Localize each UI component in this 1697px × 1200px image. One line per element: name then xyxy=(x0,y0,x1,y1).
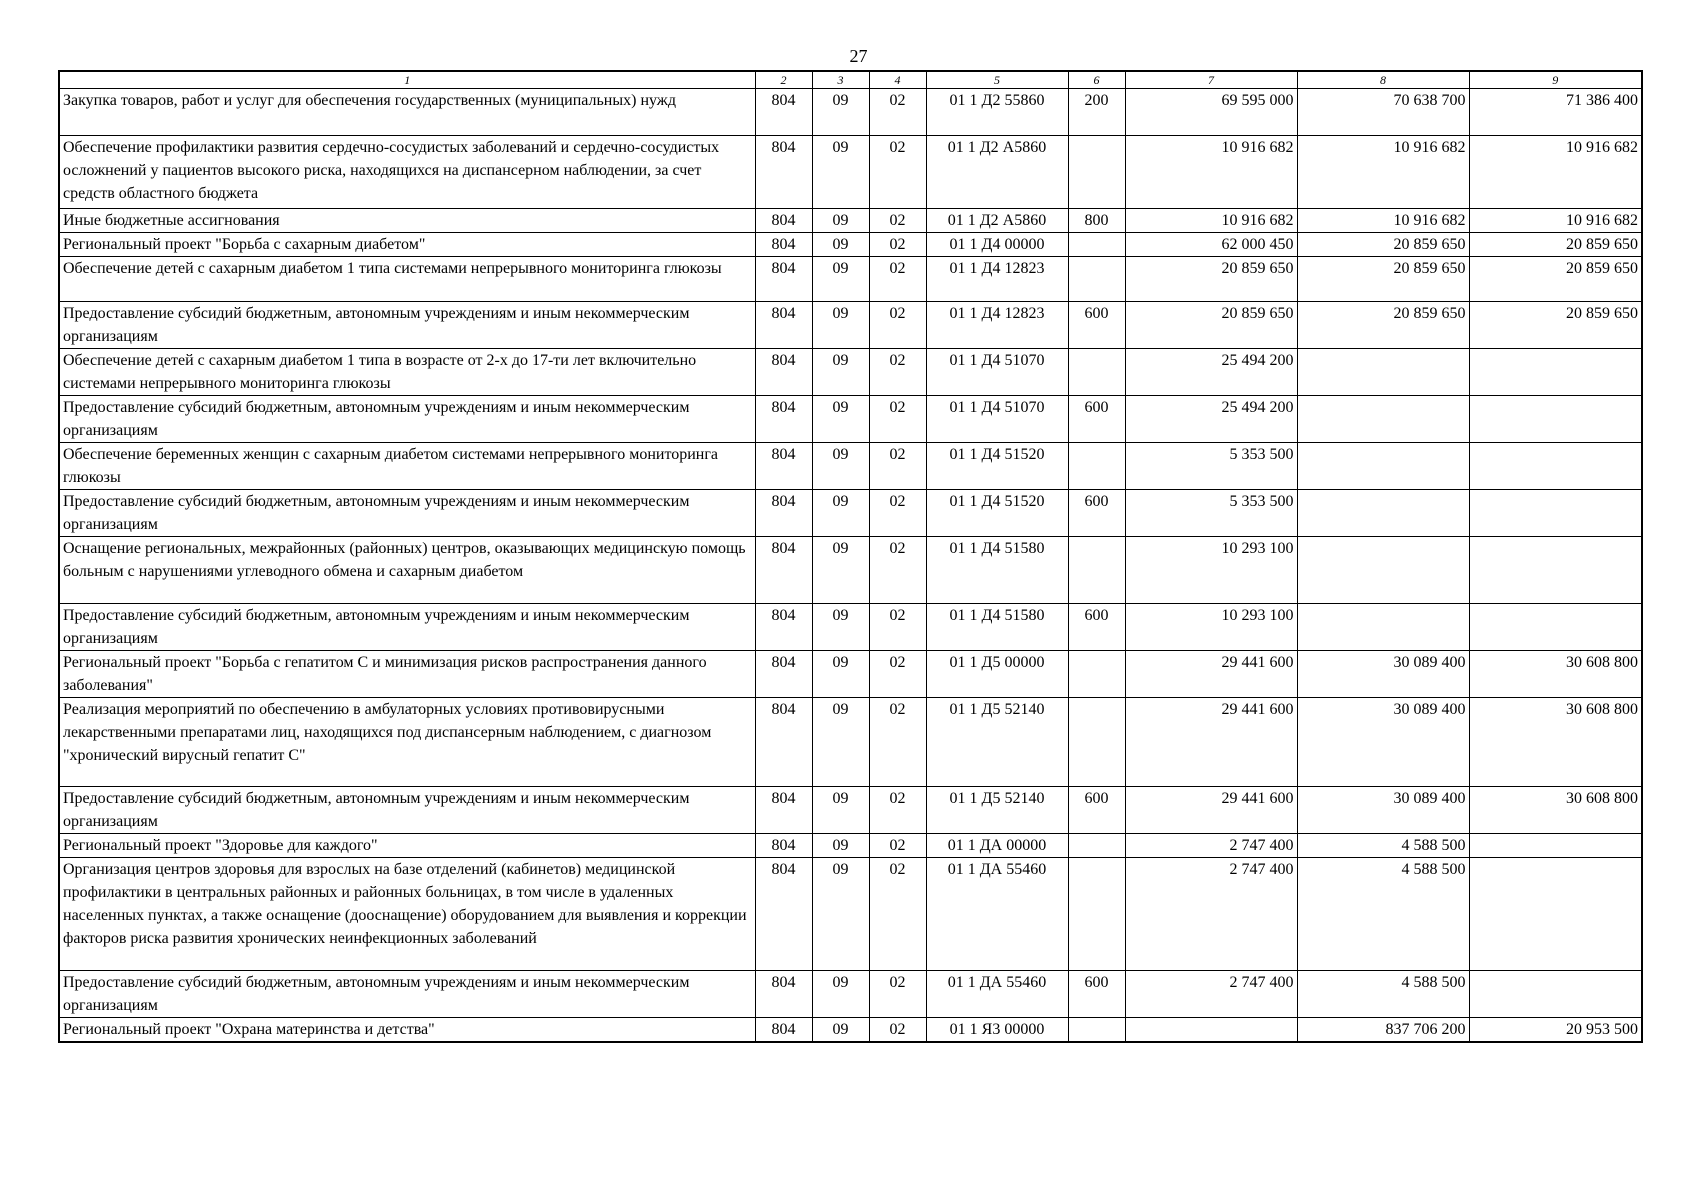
amount-7: 29 441 600 xyxy=(1125,651,1297,698)
amount-9 xyxy=(1469,537,1642,604)
code-4: 02 xyxy=(869,302,926,349)
code-2: 804 xyxy=(755,834,812,858)
table-row xyxy=(59,302,1642,349)
target-code: 01 1 ДА 55460 xyxy=(926,971,1068,1018)
target-code: 01 1 Д2 А5860 xyxy=(926,209,1068,233)
table-row xyxy=(59,1018,1642,1043)
expense-type xyxy=(1068,651,1125,698)
expense-type xyxy=(1068,858,1125,971)
amount-9: 20 859 650 xyxy=(1469,302,1642,349)
code-4: 02 xyxy=(869,698,926,787)
code-3: 09 xyxy=(812,443,869,490)
amount-7: 25 494 200 xyxy=(1125,349,1297,396)
column-header: 4 xyxy=(869,71,926,89)
amount-7: 5 353 500 xyxy=(1125,443,1297,490)
expense-type xyxy=(1068,698,1125,787)
table-row xyxy=(59,209,1642,233)
target-code: 01 1 Д5 00000 xyxy=(926,651,1068,698)
amount-7: 10 916 682 xyxy=(1125,136,1297,209)
expense-type: 600 xyxy=(1068,971,1125,1018)
code-3: 09 xyxy=(812,858,869,971)
expense-type xyxy=(1068,257,1125,302)
code-4: 02 xyxy=(869,257,926,302)
expense-type xyxy=(1068,233,1125,257)
amount-7: 2 747 400 xyxy=(1125,858,1297,971)
amount-7: 10 293 100 xyxy=(1125,604,1297,651)
code-2: 804 xyxy=(755,396,812,443)
target-code: 01 1 Д4 51070 xyxy=(926,396,1068,443)
code-3: 09 xyxy=(812,233,869,257)
column-header: 6 xyxy=(1068,71,1125,89)
table-row xyxy=(59,651,1642,698)
row-name: Обеспечение детей с сахарным диабетом 1 типа системами непрерывного мониторинга глюкозы xyxy=(59,257,755,302)
code-4: 02 xyxy=(869,349,926,396)
code-2: 804 xyxy=(755,787,812,834)
expense-type: 800 xyxy=(1068,209,1125,233)
code-3: 09 xyxy=(812,1018,869,1043)
row-name: Предоставление субсидий бюджетным, автономным учреждениям и иным некоммерческим организациям xyxy=(59,302,755,349)
column-number-row xyxy=(59,71,1642,89)
code-3: 09 xyxy=(812,698,869,787)
code-2: 804 xyxy=(755,858,812,971)
target-code: 01 1 Д4 51070 xyxy=(926,349,1068,396)
target-code: 01 1 Д4 51520 xyxy=(926,490,1068,537)
amount-7: 29 441 600 xyxy=(1125,787,1297,834)
row-name: Предоставление субсидий бюджетным, автономным учреждениям и иным некоммерческим организациям xyxy=(59,396,755,443)
amount-7: 20 859 650 xyxy=(1125,257,1297,302)
row-name: Региональный проект "Борьба с гепатитом С и минимизация рисков распространения данного заболевания" xyxy=(59,651,755,698)
target-code: 01 1 Д4 12823 xyxy=(926,257,1068,302)
target-code: 01 1 ДА 55460 xyxy=(926,858,1068,971)
code-2: 804 xyxy=(755,233,812,257)
code-2: 804 xyxy=(755,302,812,349)
table-row xyxy=(59,537,1642,604)
expense-type: 600 xyxy=(1068,787,1125,834)
table-row xyxy=(59,787,1642,834)
amount-7: 10 916 682 xyxy=(1125,209,1297,233)
target-code: 01 1 Д2 55860 xyxy=(926,89,1068,136)
code-4: 02 xyxy=(869,604,926,651)
amount-8 xyxy=(1297,490,1469,537)
column-header: 7 xyxy=(1125,71,1297,89)
amount-9: 10 916 682 xyxy=(1469,136,1642,209)
code-4: 02 xyxy=(869,1018,926,1043)
amount-7: 25 494 200 xyxy=(1125,396,1297,443)
column-header: 1 xyxy=(59,71,755,89)
code-3: 09 xyxy=(812,89,869,136)
amount-9 xyxy=(1469,971,1642,1018)
code-2: 804 xyxy=(755,89,812,136)
row-name: Региональный проект "Борьба с сахарным диабетом" xyxy=(59,233,755,257)
table-row xyxy=(59,443,1642,490)
table-row xyxy=(59,858,1642,971)
page-number: 27 xyxy=(849,46,868,66)
row-name: Обеспечение профилактики развития сердечно-сосудистых заболеваний и сердечно-сосудистых осложнений у пациентов высокого риска, находящихся на диспансерном наблюдении, за счет средств областного бюджета xyxy=(59,136,755,209)
code-3: 09 xyxy=(812,604,869,651)
budget-table xyxy=(58,70,1643,1043)
amount-8: 4 588 500 xyxy=(1297,858,1469,971)
code-3: 09 xyxy=(812,349,869,396)
code-4: 02 xyxy=(869,537,926,604)
table-row xyxy=(59,698,1642,787)
expense-type: 600 xyxy=(1068,302,1125,349)
amount-9 xyxy=(1469,349,1642,396)
code-2: 804 xyxy=(755,604,812,651)
row-name: Закупка товаров, работ и услуг для обеспечения государственных (муниципальных) нужд xyxy=(59,89,755,136)
row-name: Обеспечение детей с сахарным диабетом 1 типа в возрасте от 2-х до 17-ти лет включительно системами непрерывного мониторинга глюкозы xyxy=(59,349,755,396)
amount-8: 30 089 400 xyxy=(1297,698,1469,787)
amount-9: 30 608 800 xyxy=(1469,651,1642,698)
row-name: Предоставление субсидий бюджетным, автономным учреждениям и иным некоммерческим организациям xyxy=(59,490,755,537)
row-name: Иные бюджетные ассигнования xyxy=(59,209,755,233)
amount-9 xyxy=(1469,490,1642,537)
row-name: Организация центров здоровья для взрослых на базе отделений (кабинетов) медицинской профилактики в центральных районных и районных больницах, в том числе в удаленных населенных пунктах, а также оснащение (дооснащение) оборудованием для выявления и коррекции факторов риска развития хронических неинфекционных заболеваний xyxy=(59,858,755,971)
target-code: 01 1 Д4 12823 xyxy=(926,302,1068,349)
amount-9 xyxy=(1469,443,1642,490)
target-code: 01 1 Д4 00000 xyxy=(926,233,1068,257)
row-name: Предоставление субсидий бюджетным, автономным учреждениям и иным некоммерческим организациям xyxy=(59,971,755,1018)
amount-8 xyxy=(1297,349,1469,396)
target-code: 01 1 Я3 00000 xyxy=(926,1018,1068,1043)
target-code: 01 1 Д4 51520 xyxy=(926,443,1068,490)
expense-type xyxy=(1068,136,1125,209)
expense-type xyxy=(1068,443,1125,490)
expense-type xyxy=(1068,834,1125,858)
code-3: 09 xyxy=(812,257,869,302)
column-header: 9 xyxy=(1469,71,1642,89)
table-row xyxy=(59,604,1642,651)
amount-8: 20 859 650 xyxy=(1297,257,1469,302)
expense-type xyxy=(1068,349,1125,396)
code-2: 804 xyxy=(755,1018,812,1043)
amount-8: 70 638 700 xyxy=(1297,89,1469,136)
row-name: Предоставление субсидий бюджетным, автономным учреждениям и иным некоммерческим организациям xyxy=(59,787,755,834)
code-4: 02 xyxy=(869,396,926,443)
amount-9: 10 916 682 xyxy=(1469,209,1642,233)
table-row xyxy=(59,834,1642,858)
amount-7: 62 000 450 xyxy=(1125,233,1297,257)
code-4: 02 xyxy=(869,89,926,136)
code-3: 09 xyxy=(812,537,869,604)
code-2: 804 xyxy=(755,698,812,787)
amount-8 xyxy=(1297,604,1469,651)
row-name: Предоставление субсидий бюджетным, автономным учреждениям и иным некоммерческим организациям xyxy=(59,604,755,651)
target-code: 01 1 Д5 52140 xyxy=(926,787,1068,834)
table-row xyxy=(59,89,1642,136)
amount-9: 30 608 800 xyxy=(1469,698,1642,787)
amount-8: 20 859 650 xyxy=(1297,302,1469,349)
table-row xyxy=(59,233,1642,257)
code-4: 02 xyxy=(869,971,926,1018)
code-2: 804 xyxy=(755,257,812,302)
code-2: 804 xyxy=(755,349,812,396)
amount-7: 10 293 100 xyxy=(1125,537,1297,604)
table-body xyxy=(59,89,1642,1043)
table-row xyxy=(59,349,1642,396)
code-4: 02 xyxy=(869,233,926,257)
code-4: 02 xyxy=(869,136,926,209)
table-row xyxy=(59,136,1642,209)
code-3: 09 xyxy=(812,302,869,349)
amount-8: 4 588 500 xyxy=(1297,971,1469,1018)
expense-type xyxy=(1068,1018,1125,1043)
code-4: 02 xyxy=(869,651,926,698)
code-4: 02 xyxy=(869,443,926,490)
row-name: Региональный проект "Охрана материнства и детства" xyxy=(59,1018,755,1043)
code-3: 09 xyxy=(812,787,869,834)
amount-9 xyxy=(1469,396,1642,443)
amount-7: 20 859 650 xyxy=(1125,302,1297,349)
code-2: 804 xyxy=(755,443,812,490)
amount-7: 29 441 600 xyxy=(1125,698,1297,787)
amount-9: 30 608 800 xyxy=(1469,787,1642,834)
amount-7: 5 353 500 xyxy=(1125,490,1297,537)
amount-9: 20 859 650 xyxy=(1469,257,1642,302)
table-row xyxy=(59,396,1642,443)
target-code: 01 1 Д4 51580 xyxy=(926,537,1068,604)
amount-8 xyxy=(1297,537,1469,604)
amount-8: 30 089 400 xyxy=(1297,651,1469,698)
code-2: 804 xyxy=(755,136,812,209)
amount-9 xyxy=(1469,858,1642,971)
target-code: 01 1 Д4 51580 xyxy=(926,604,1068,651)
expense-type: 200 xyxy=(1068,89,1125,136)
code-3: 09 xyxy=(812,136,869,209)
code-4: 02 xyxy=(869,490,926,537)
amount-8 xyxy=(1297,396,1469,443)
code-2: 804 xyxy=(755,651,812,698)
code-3: 09 xyxy=(812,209,869,233)
expense-type: 600 xyxy=(1068,490,1125,537)
code-4: 02 xyxy=(869,834,926,858)
amount-7: 69 595 000 xyxy=(1125,89,1297,136)
row-name: Реализация мероприятий по обеспечению в амбулаторных условиях противовирусными лекарственными препаратами лиц, находящихся под диспансерным наблюдением, с диагнозом "хронический вирусный гепатит С" xyxy=(59,698,755,787)
code-4: 02 xyxy=(869,787,926,834)
code-2: 804 xyxy=(755,490,812,537)
code-3: 09 xyxy=(812,651,869,698)
amount-8: 837 706 200 xyxy=(1297,1018,1469,1043)
column-header: 3 xyxy=(812,71,869,89)
amount-8: 10 916 682 xyxy=(1297,209,1469,233)
amount-8: 20 859 650 xyxy=(1297,233,1469,257)
row-name: Обеспечение беременных женщин с сахарным диабетом системами непрерывного мониторинга глюкозы xyxy=(59,443,755,490)
column-header: 2 xyxy=(755,71,812,89)
target-code: 01 1 Д5 52140 xyxy=(926,698,1068,787)
row-name: Региональный проект "Здоровье для каждого" xyxy=(59,834,755,858)
code-3: 09 xyxy=(812,834,869,858)
amount-9 xyxy=(1469,604,1642,651)
code-3: 09 xyxy=(812,971,869,1018)
table-row xyxy=(59,971,1642,1018)
amount-7: 2 747 400 xyxy=(1125,971,1297,1018)
expense-type xyxy=(1068,537,1125,604)
column-header: 8 xyxy=(1297,71,1469,89)
amount-8 xyxy=(1297,443,1469,490)
code-4: 02 xyxy=(869,858,926,971)
amount-7 xyxy=(1125,1018,1297,1043)
amount-8: 10 916 682 xyxy=(1297,136,1469,209)
code-3: 09 xyxy=(812,490,869,537)
row-name: Оснащение региональных, межрайонных (районных) центров, оказывающих медицинскую помощь больным с нарушениями углеводного обмена и сахарным диабетом xyxy=(59,537,755,604)
expense-type: 600 xyxy=(1068,604,1125,651)
amount-8: 30 089 400 xyxy=(1297,787,1469,834)
code-2: 804 xyxy=(755,971,812,1018)
amount-9: 20 859 650 xyxy=(1469,233,1642,257)
amount-9: 20 953 500 xyxy=(1469,1018,1642,1043)
column-header: 5 xyxy=(926,71,1068,89)
code-3: 09 xyxy=(812,396,869,443)
code-4: 02 xyxy=(869,209,926,233)
amount-7: 2 747 400 xyxy=(1125,834,1297,858)
amount-9: 71 386 400 xyxy=(1469,89,1642,136)
amount-9 xyxy=(1469,834,1642,858)
code-2: 804 xyxy=(755,209,812,233)
table-row xyxy=(59,490,1642,537)
code-2: 804 xyxy=(755,537,812,604)
expense-type: 600 xyxy=(1068,396,1125,443)
table-row xyxy=(59,257,1642,302)
target-code: 01 1 ДА 00000 xyxy=(926,834,1068,858)
target-code: 01 1 Д2 А5860 xyxy=(926,136,1068,209)
amount-8: 4 588 500 xyxy=(1297,834,1469,858)
